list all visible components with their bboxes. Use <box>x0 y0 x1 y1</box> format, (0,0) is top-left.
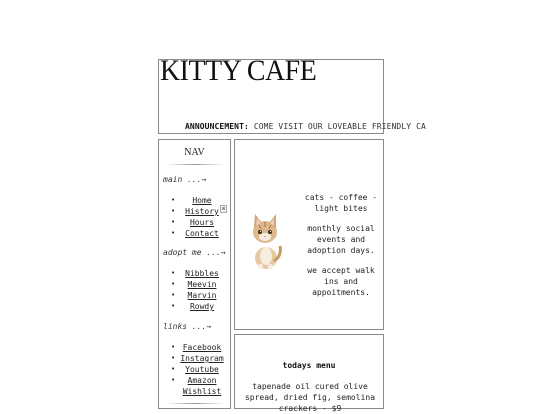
nav-link-marvin[interactable]: Marvin <box>187 291 217 300</box>
nav-link-history[interactable]: History <box>185 207 219 216</box>
bullet-icon: • <box>171 365 176 373</box>
bullet-icon: • <box>171 218 176 226</box>
nav-item-marvin <box>159 290 231 301</box>
nav-divider-bottom <box>165 403 225 404</box>
nav-title: NAV <box>184 147 205 158</box>
nav-link-wishlist[interactable]: Wishlist <box>182 387 222 396</box>
bullet-icon: • <box>171 229 176 237</box>
nav-item-facebook <box>159 342 231 353</box>
intro-panel <box>234 139 384 330</box>
nav-link-nibbles[interactable]: Nibbles <box>185 269 219 278</box>
nav-group-links-label: links ...→ <box>163 322 212 331</box>
bullet-icon: • <box>171 302 176 310</box>
nav-link-home[interactable]: Home <box>192 196 212 205</box>
menu-item: tapenade oil cured olive spread, dried fig, semolina crackers - $9 <box>244 382 376 413</box>
menu-title: todays menu <box>282 361 336 370</box>
site-title: KITTY CAFE <box>160 54 317 87</box>
nav-group-main-label: main ...→ <box>163 175 207 184</box>
nav-link-facebook[interactable]: Facebook <box>182 343 222 352</box>
nav-link-youtube[interactable]: Youtube <box>185 365 219 374</box>
nav-link-amazon[interactable]: Amazon <box>187 376 217 385</box>
nav-item-nibbles <box>159 268 231 279</box>
nav-item-hours <box>159 217 231 228</box>
menu-panel <box>234 334 384 413</box>
bullet-icon: • <box>171 269 176 277</box>
bullet-icon: • <box>171 291 176 299</box>
nav-panel <box>158 139 231 409</box>
nav-list-main <box>159 195 231 239</box>
hero-walkins: we accept walk ins and appoitments. <box>307 266 375 297</box>
bullet-icon: • <box>171 376 176 384</box>
announcement-label: ANNOUNCEMENT: <box>185 122 249 131</box>
nav-item-meevin <box>159 279 231 290</box>
nav-item-instagram <box>159 353 231 364</box>
nav-item-wishlist <box>159 386 231 397</box>
nav-list-adopt <box>159 268 231 312</box>
nav-link-instagram[interactable]: Instagram <box>180 354 224 363</box>
nav-group-adopt-label: adopt me ...→ <box>163 248 226 257</box>
announcement-marquee <box>185 122 426 131</box>
announcement-text: COME VISIT OUR LOVEABLE FRIENDLY CA <box>253 122 426 131</box>
bullet-icon: • <box>171 343 176 351</box>
bullet-icon: • <box>171 207 176 215</box>
bullet-icon: • <box>171 354 176 362</box>
nav-list-links <box>159 342 231 397</box>
nav-link-hours[interactable]: Hours <box>189 218 215 227</box>
nav-link-meevin[interactable]: Meevin <box>187 280 217 289</box>
nav-divider <box>165 164 225 165</box>
nav-item-amazon <box>159 375 231 386</box>
kitten-photo-icon <box>249 206 285 270</box>
header-panel <box>158 54 426 134</box>
nav-item-rowdy <box>159 301 231 312</box>
hero-events: monthly social events and adoption days. <box>307 224 375 255</box>
bullet-icon: • <box>171 280 176 288</box>
broken-image-icon <box>220 205 227 213</box>
nav-item-youtube <box>159 364 231 375</box>
bullet-icon: • <box>171 196 176 204</box>
nav-item-contact <box>159 228 231 239</box>
hero-tagline: cats - coffee - light bites <box>304 193 378 213</box>
nav-link-contact[interactable]: Contact <box>185 229 219 238</box>
nav-link-rowdy[interactable]: Rowdy <box>189 302 215 311</box>
